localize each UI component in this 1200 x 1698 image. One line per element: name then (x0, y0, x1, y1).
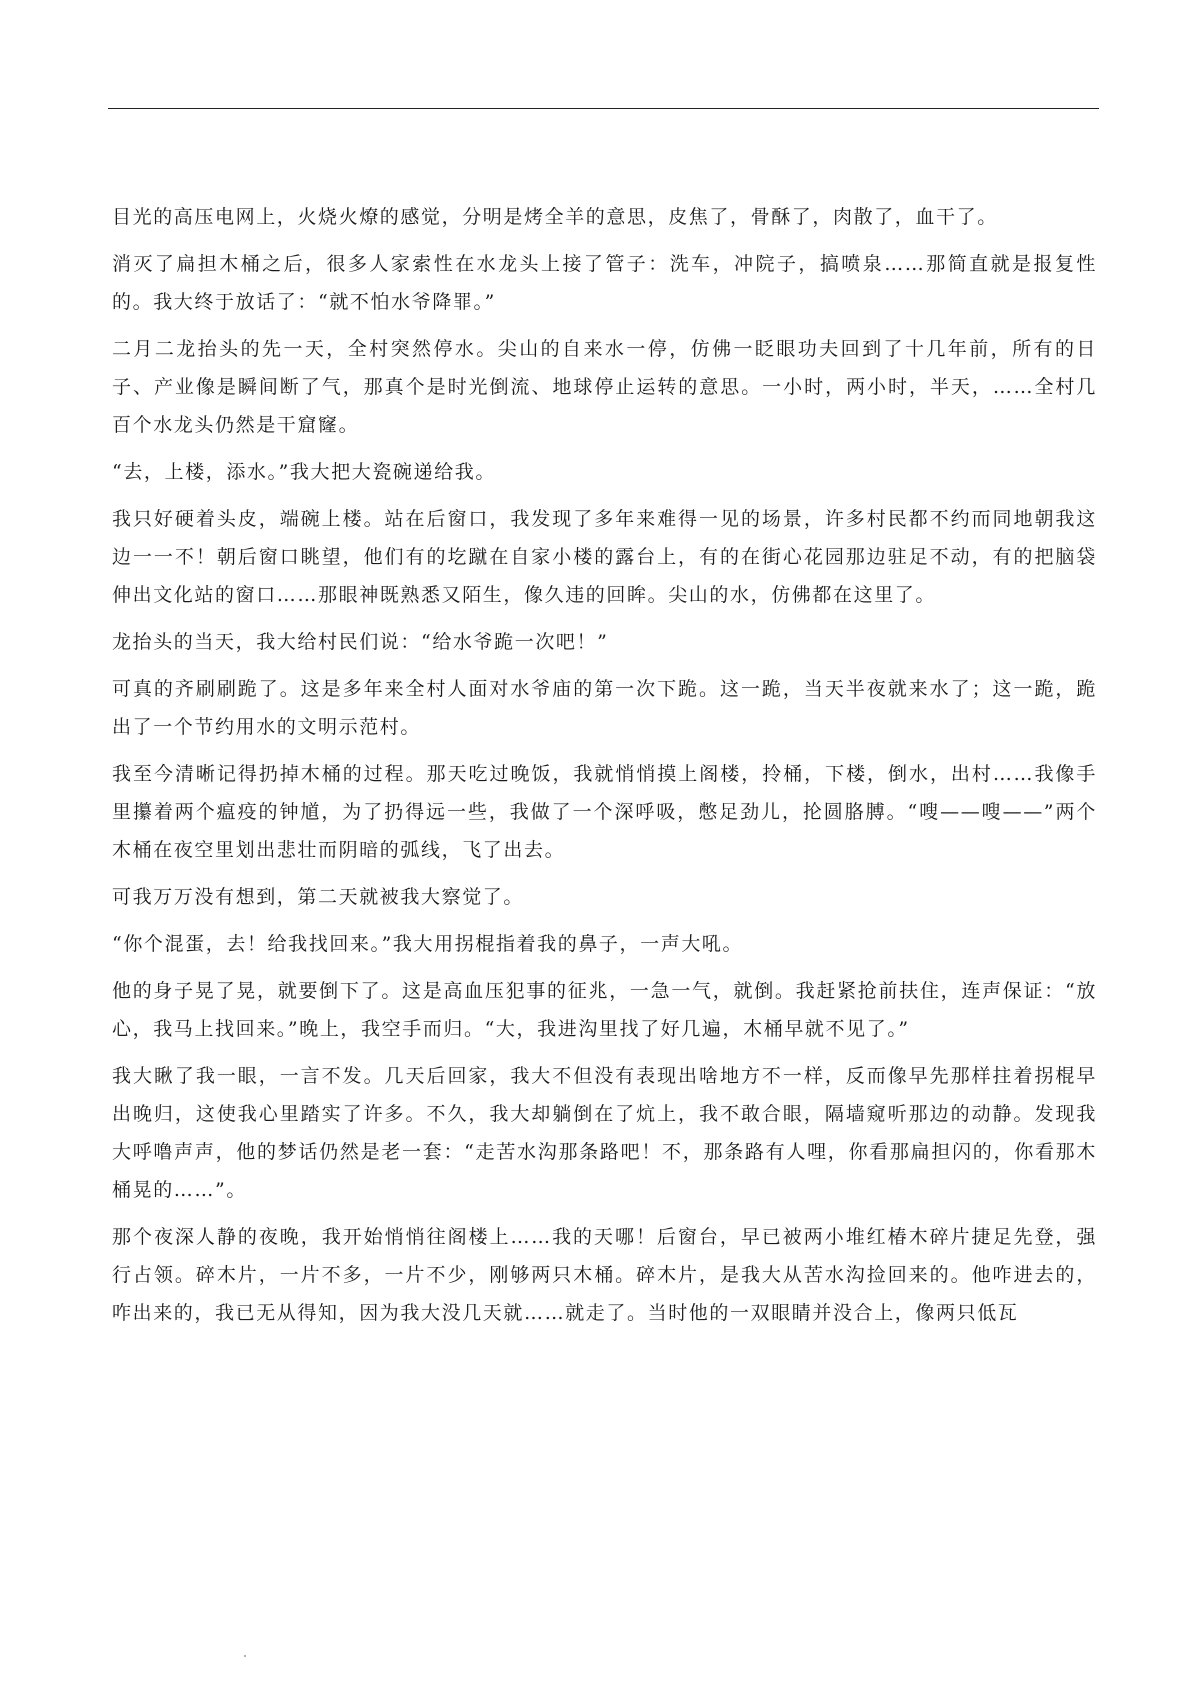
paragraph: 那个夜深人静的夜晚，我开始悄悄往阁楼上……我的天哪！后窗台，早已被两小堆红椿木碎片捷足先登，强行占领。碎木片，一片不多，一片不少，刚够两只木桶。碎木片，是我大从苦水沟捡回来的。他咋进去的，咋出来的，我已无从得知，因为我大没几天就……就走了。当时他的一双眼睛并没合上，像两只低瓦 (112, 1226, 1097, 1324)
paragraph: 我至今清晰记得扔掉木桶的过程。那天吃过晚饭，我就悄悄摸上阁楼，拎桶，下楼，倒水，出村……我像手里攥着两个瘟疫的钟馗，为了扔得远一些，我做了一个深呼吸，憋足劲儿，抡圆胳膊。“嗖——嗖——”两个木桶在夜空里划出悲壮而阴暗的弧线，飞了出去。 (112, 763, 1097, 861)
paragraph: 消灭了扁担木桶之后，很多人家索性在水龙头上接了管子：洗车，冲院子，搞喷泉……那简直就是报复性的。我大终于放话了：“就不怕水爷降罪。” (112, 253, 1097, 313)
paragraph: 目光的高压电网上，火烧火燎的感觉，分明是烤全羊的意思，皮焦了，骨酥了，肉散了，血干了。 (112, 206, 998, 228)
paragraph: 龙抬头的当天，我大给村民们说：“给水爷跪一次吧！” (112, 631, 609, 653)
paragraph: 二月二龙抬头的先一天，全村突然停水。尖山的自来水一停，仿佛一眨眼功夫回到了十几年前，所有的日子、产业像是瞬间断了气，那真个是时光倒流、地球停止运转的意思。一小时，两小时，半天，……全村几百个水龙头仍然是干窟窿。 (112, 338, 1097, 436)
scan-speck (244, 1655, 246, 1657)
header-rule (108, 108, 1099, 109)
paragraph: 可我万万没有想到，第二天就被我大察觉了。 (112, 886, 525, 908)
paragraph: “你个混蛋，去！给我找回来。”我大用拐棍指着我的鼻子，一声大吼。 (112, 933, 744, 955)
paragraph: 可真的齐刷刷跪了。这是多年来全村人面对水爷庙的第一次下跪。这一跪，当天半夜就来水了；这一跪，跪出了一个节约用水的文明示范村。 (112, 678, 1097, 738)
paragraph: 我只好硬着头皮，端碗上楼。站在后窗口，我发现了多年来难得一见的场景，许多村民都不约而同地朝我这边一一不！朝后窗口眺望，他们有的圪蹴在自家小楼的露台上，有的在街心花园那边驻足不动，有的把脑袋伸出文化站的窗口……那眼神既熟悉又陌生，像久违的回眸。尖山的水，仿佛都在这里了。 (112, 508, 1097, 606)
paragraph: 他的身子晃了晃，就要倒下了。这是高血压犯事的征兆，一急一气，就倒。我赶紧抢前扶住，连声保证：“放心，我马上找回来。”晚上，我空手而归。“大，我进沟里找了好几遍，木桶早就不见了。” (112, 980, 1097, 1040)
document-body (112, 198, 1097, 1341)
paragraph: “去，上楼，添水。”我大把大瓷碗递给我。 (112, 461, 496, 483)
paragraph: 我大瞅了我一眼，一言不发。几天后回家，我大不但没有表现出啥地方不一样，反而像早先那样拄着拐棍早出晚归，这使我心里踏实了许多。不久，我大却躺倒在了炕上，我不敢合眼，隔墙窥听那边的动静。发现我大呼噜声声，他的梦话仍然是老一套：“走苦水沟那条路吧！不，那条路有人哩，你看那扁担闪的，你看那木桶晃的……”。 (112, 1065, 1097, 1201)
